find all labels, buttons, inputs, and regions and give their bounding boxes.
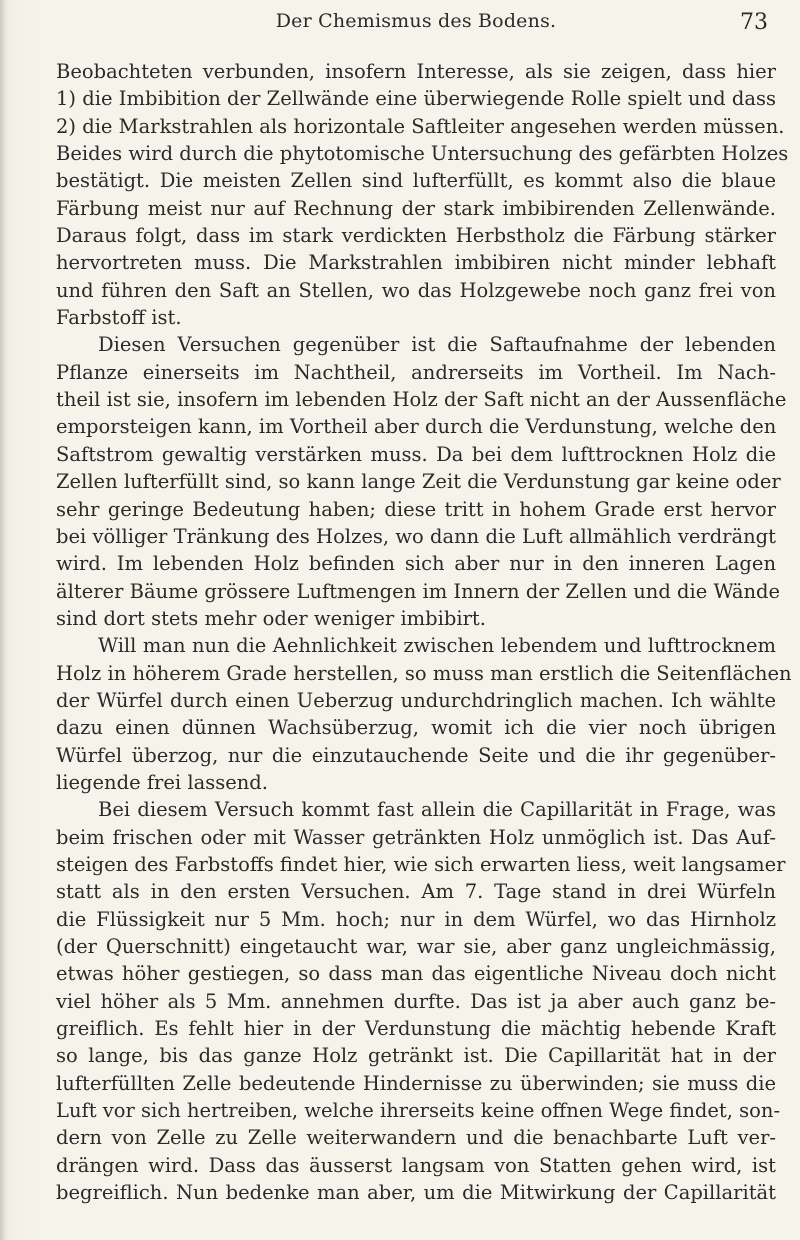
text-line: sind dort stets mehr oder weniger imbibirt. — [56, 606, 486, 630]
text-line: (der Querschnitt) eingetaucht war, war sie, aber ganz ungleichmässig, — [56, 935, 776, 958]
text-line: Beides wird durch die phytotomische Untersuchung des gefärbten Holzes — [56, 142, 789, 166]
paragraph-4 — [56, 796, 786, 1206]
text-line: Will man nun die Aehnlichkeit zwischen lebendem und lufttrocknem — [98, 634, 776, 658]
text-line: Diesen Versuchen gegenüber ist die Saftaufnahme der lebenden — [98, 333, 776, 357]
paragraph-2 — [56, 331, 787, 632]
text-line: liegende frei lassend. — [56, 770, 268, 794]
text-line: greiflich. Es fehlt hier in der Verdunstung die mächtig hebende Kraft — [56, 1017, 776, 1041]
text-line: Zellen lufterfüllt sind, so kann lange Zeit die Verdunstung gar keine oder — [56, 470, 781, 494]
text-line: älterer Bäume grössere Luftmengen im Innern der Zellen und die Wände — [56, 579, 781, 603]
text-line: bestätigt. Die meisten Zellen sind lufterfüllt, es kommt also die blaue — [56, 169, 776, 193]
text-line: Bei diesem Versuch kommt fast allein die Capillarität in Frage, was — [98, 798, 776, 822]
text-line: der Würfel durch einen Ueberzug undurchdringlich machen. Ich wählte — [56, 688, 776, 712]
text-line: wird. Im lebenden Holz befinden sich aber nur in den inneren Lagen — [56, 552, 776, 576]
text-line: Saftstrom gewaltig verstärken muss. Da bei dem lufttrocknen Holz die — [56, 442, 776, 466]
page-number: 73 — [740, 10, 768, 35]
paragraph-1 — [56, 58, 789, 331]
text-line: etwas höher gestiegen, so dass man das eigentliche Niveau doch nicht — [56, 962, 776, 986]
text-line: hervortreten muss. Die Markstrahlen imbibiren nicht minder lebhaft — [56, 251, 776, 275]
text-line: 1) die Imbibition der Zellwände eine überwiegende Rolle spielt und dass — [56, 87, 776, 111]
text-line: die Flüssigkeit nur 5 Mm. hoch; nur in dem Würfel, wo das Hirnholz — [56, 907, 776, 931]
text-line: Farbstoff ist. — [56, 306, 182, 330]
text-line: sehr geringe Bedeutung haben; diese tritt in hohem Grade erst hervor — [56, 497, 776, 521]
text-line: Würfel überzog, nur die einzutauchende Seite und die ihr gegenüber- — [56, 743, 776, 767]
text-line: Pflanze einerseits im Nachtheil, andrerseits im Vortheil. Im Nach- — [56, 360, 776, 384]
text-line: statt als in den ersten Versuchen. Am 7. Tage stand in drei Würfeln — [56, 880, 776, 904]
text-line: lufterfüllten Zelle bedeutende Hindernisse zu überwinden; sie muss die — [56, 1071, 776, 1095]
text-line: Beobachteten verbunden, insofern Interesse, als sie zeigen, dass hier — [56, 60, 776, 83]
text-line: beim frischen oder mit Wasser getränkten Holz unmöglich ist. Das Auf- — [56, 825, 776, 849]
text-line: begreiflich. Nun bedenke man aber, um die Mitwirkung der Capillarität — [56, 1181, 776, 1205]
text-line: so lange, bis das ganze Holz getränkt ist. Die Capillarität hat in der — [56, 1044, 776, 1068]
text-line: viel höher als 5 Mm. annehmen durfte. Das ist ja aber auch ganz be- — [56, 989, 776, 1013]
page-gutter-shadow — [0, 0, 6, 1240]
text-line: Luft vor sich hertreiben, welche ihrerseits keine offnen Wege findet, son- — [56, 1099, 781, 1123]
text-line: und führen den Saft an Stellen, wo das Holzgewebe noch ganz frei von — [56, 278, 776, 302]
text-line: Holz in höherem Grade herstellen, so muss man erstlich die Seitenflächen — [56, 661, 792, 685]
text-line: dazu einen dünnen Wachsüberzug, womit ich die vier noch übrigen — [56, 716, 776, 740]
paragraph-3 — [56, 632, 792, 796]
body-text — [56, 58, 792, 1206]
text-line: emporsteigen kann, im Vortheil aber durch die Verdunstung, welche den — [56, 415, 777, 439]
text-line: 2) die Markstrahlen als horizontale Saftleiter angesehen werden müssen. — [56, 114, 785, 138]
text-line: theil ist sie, insofern im lebenden Holz der Saft nicht an der Aussenfläche — [56, 388, 787, 412]
text-line: Daraus folgt, dass im stark verdickten Herbstholz die Färbung stärker — [56, 224, 776, 248]
text-line: drängen wird. Dass das äusserst langsam von Statten gehen wird, ist — [56, 1153, 776, 1177]
text-line: steigen des Farbstoffs findet hier, wie sich erwarten liess, weit langsamer — [56, 852, 786, 876]
text-line: Färbung meist nur auf Rechnung der stark imbibirenden Zellenwände. — [56, 196, 776, 220]
running-title: Der Chemismus des Bodens. — [275, 10, 557, 32]
text-line: dern von Zelle zu Zelle weiterwandern und die benachbarte Luft ver- — [56, 1126, 776, 1150]
text-line: bei völliger Tränkung des Holzes, wo dann die Luft allmählich verdrängt — [56, 524, 776, 548]
